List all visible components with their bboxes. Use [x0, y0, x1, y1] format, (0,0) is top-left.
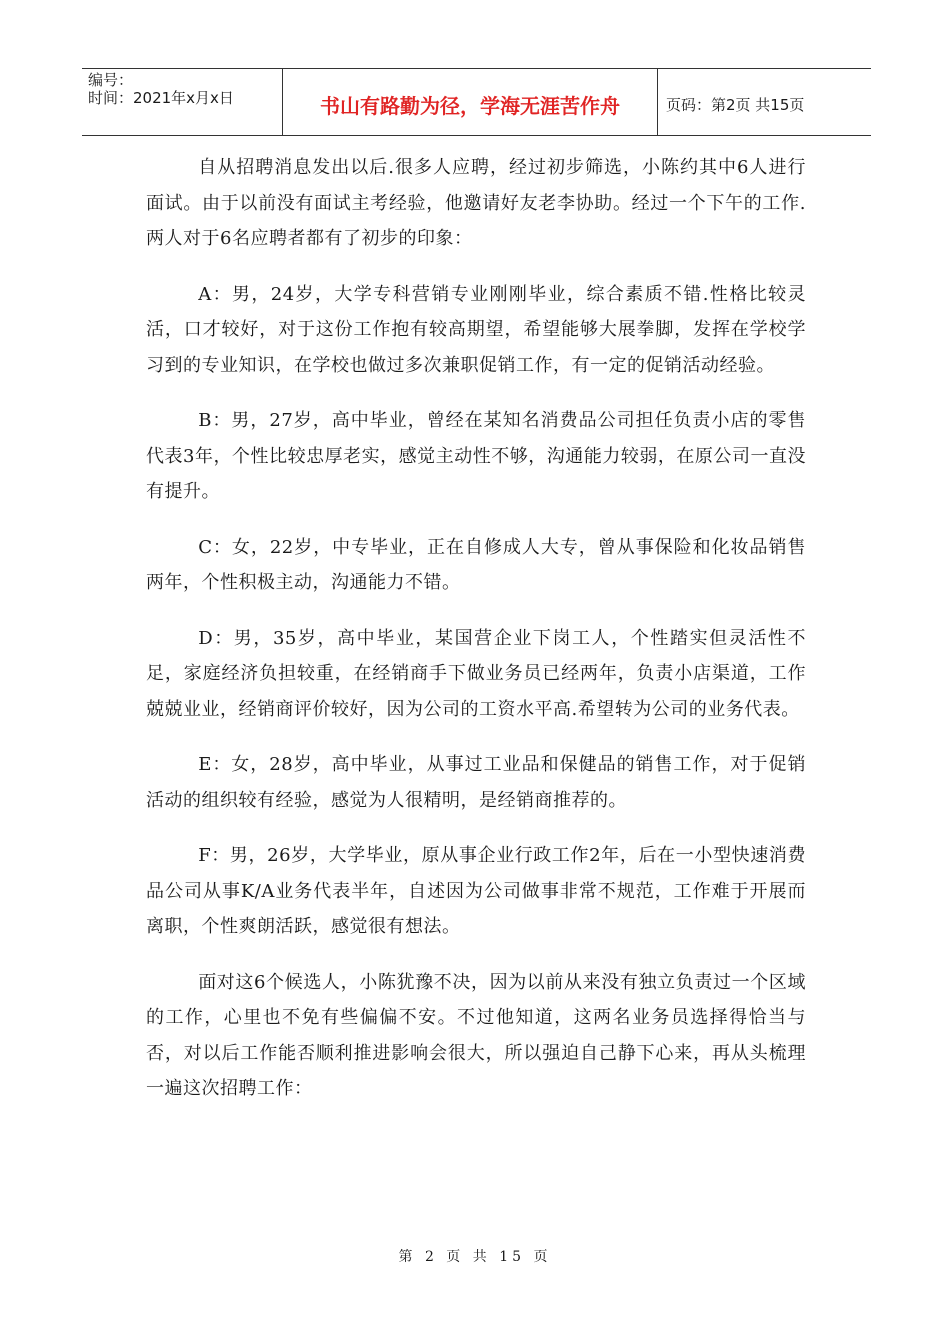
paragraph: E：女，28岁，高中毕业，从事过工业品和保健品的销售工作，对于促销活动的组织较有经验，感觉为人很精明，是经销商推荐的。	[146, 754, 806, 811]
paragraph: F：男，26岁，大学毕业，原从事企业行政工作2年，后在一小型快速消费品公司从事K/A业务代表半年，自述因为公司做事非常不规范，工作难于开展而离职，个性爽朗活跃，感觉很有想法。	[146, 845, 806, 937]
document-number: 编号：	[88, 71, 134, 89]
document-time: 时间：2021年x月x日	[88, 89, 234, 107]
paragraph: B：男，27岁，高中毕业，曾经在某知名消费品公司担任负责小店的零售代表3年，个性比较忠厚老实，感觉主动性不够，沟通能力较弱，在原公司一直没有提升。	[146, 410, 806, 502]
paragraph: 面对这6个候选人，小陈犹豫不决，因为以前从来没有独立负责过一个区域的工作，心里也不免有些偏偏不安。不过他知道，这两名业务员选择得恰当与否，对以后工作能否顺利推进影响会很大，所以强迫自己静下心来，再从头梳理一遍这次招聘工作：	[146, 971, 806, 1099]
header-page-info: 页码：第2页 共15页	[666, 95, 805, 114]
paragraph: C：女，22岁，中专毕业，正在自修成人大专，曾从事保险和化妆品销售两年，个性积极主动，沟通能力不错。	[146, 536, 806, 593]
paragraph: D：男，35岁，高中毕业，某国营企业下岗工人，个性踏实但灵活性不足，家庭经济负担较重，在经销商手下做业务员已经两年，负责小店渠道，工作兢兢业业，经销商评价较好，因为公司的工资水平高.希望转为公司的业务代表。	[146, 627, 806, 720]
page-footer: 第 2 页 共 15 页	[398, 1249, 552, 1265]
page-header	[82, 68, 871, 136]
header-meta	[82, 69, 283, 135]
document-body	[146, 150, 806, 1127]
header-motto: 书山有路勤为径，学海无涯苦作舟	[283, 69, 658, 135]
paragraph: A：男，24岁，大学专科营销专业刚刚毕业，综合素质不错.性格比较灵活，口才较好，对于这份工作抱有较高期望，希望能够大展拳脚，发挥在学校学习到的专业知识，在学校也做过多次兼职促销工作，有一定的促销活动经验。	[146, 283, 806, 376]
paragraph: 自从招聘消息发出以后.很多人应聘，经过初步筛选，小陈约其中6人进行面试。由于以前没有面试主考经验，他邀请好友老李协助。经过一个下午的工作.两人对于6名应聘者都有了初步的印象：	[146, 157, 806, 249]
